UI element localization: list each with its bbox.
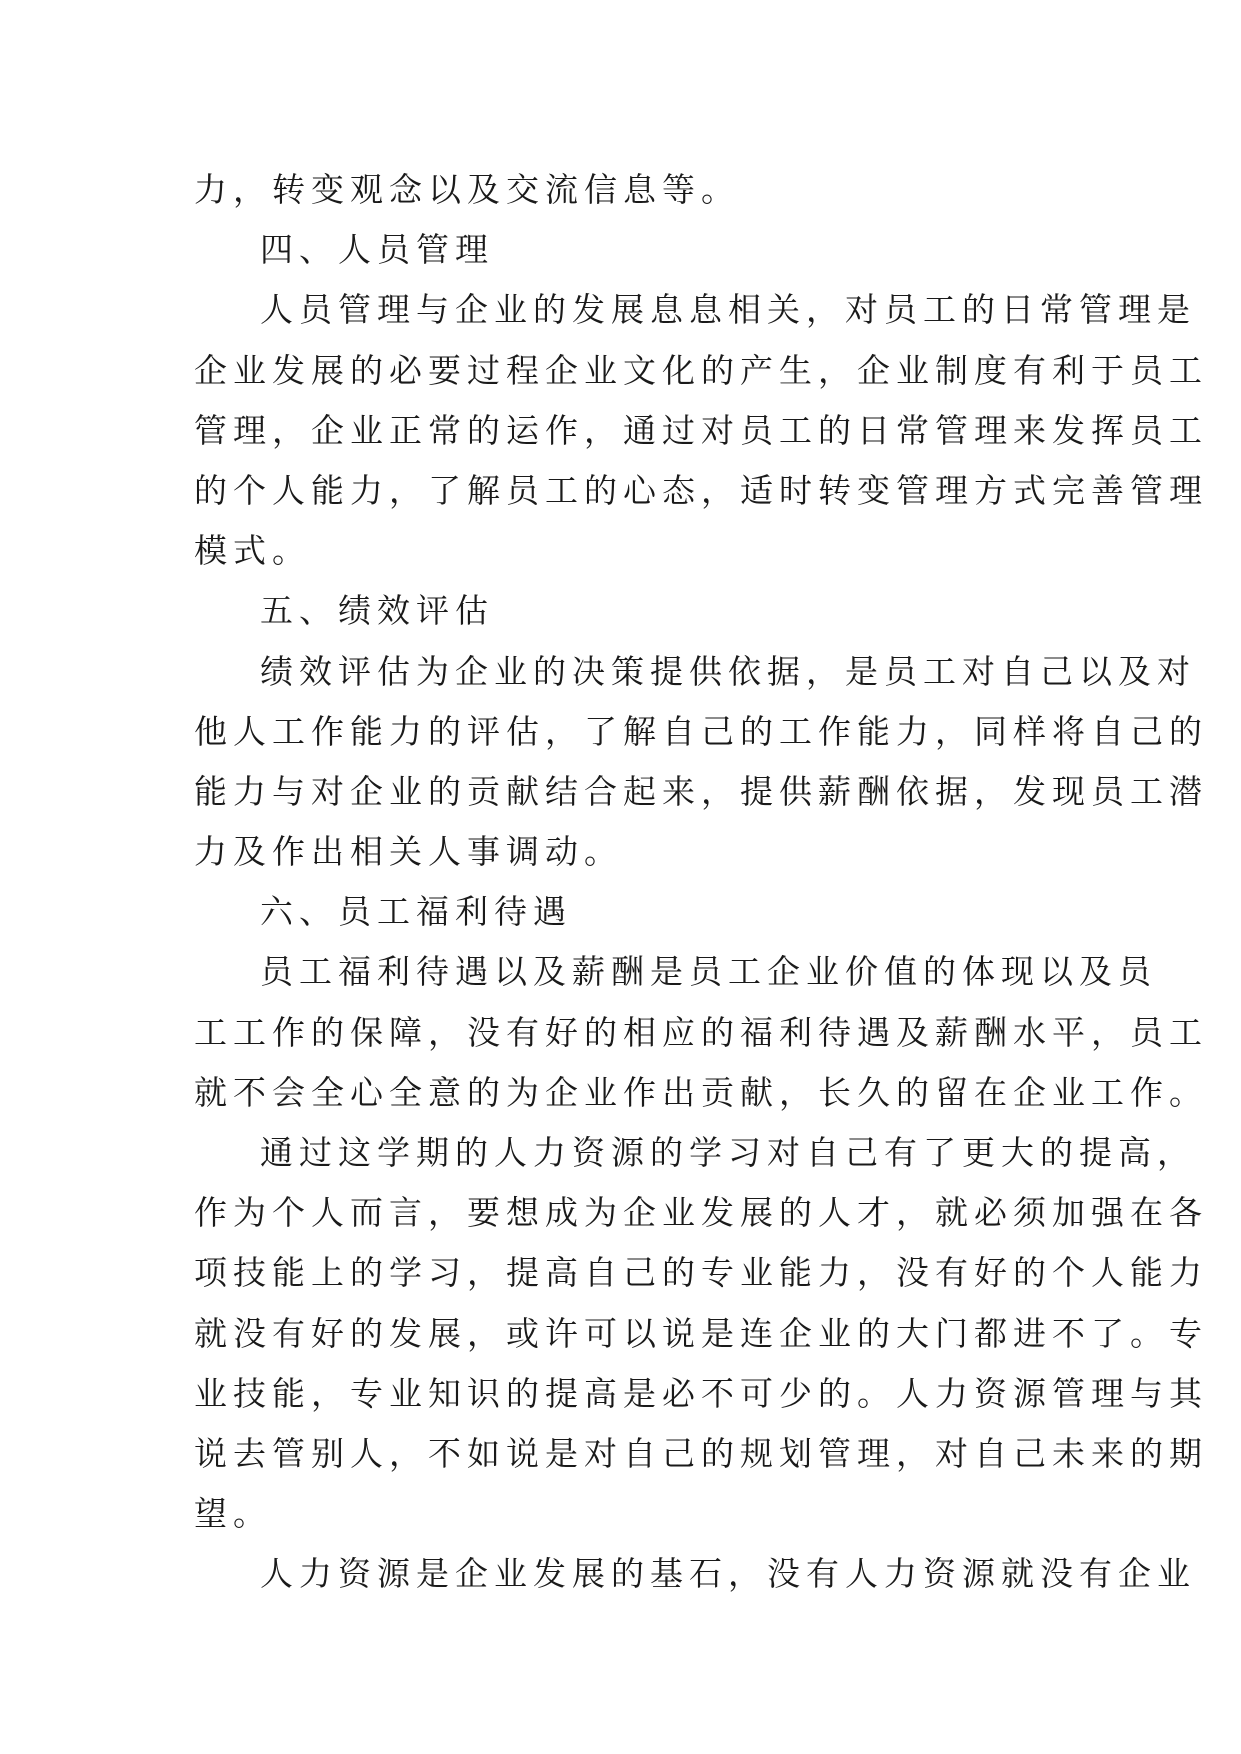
text-line: 项技能上的学习，提高自己的专业能力，没有好的个人能力	[194, 1253, 1208, 1293]
text-line: 六、员工福利待遇	[260, 892, 572, 932]
text-line: 力及作出相关人事调动。	[194, 832, 623, 872]
text-line: 模式。	[194, 531, 311, 571]
text-line: 就没有好的发展，或许可以说是连企业的大门都进不了。专	[194, 1313, 1208, 1353]
body-text	[194, 160, 1208, 1605]
text-line: 通过这学期的人力资源的学习对自己有了更大的提高，	[260, 1133, 1196, 1172]
text-line: 业技能，专业知识的提高是必不可少的。人力资源管理与其	[194, 1373, 1208, 1413]
text-line: 五、绩效评估	[260, 591, 494, 631]
text-line: 作为个人而言，要想成为企业发展的人才，就必须加强在各	[194, 1193, 1208, 1233]
text-line: 力，转变观念以及交流信息等。	[194, 170, 740, 209]
text-line: 能力与对企业的贡献结合起来，提供薪酬依据，发现员工潜	[194, 771, 1208, 811]
text-line: 说去管别人，不如说是对自己的规划管理，对自己未来的期	[194, 1433, 1208, 1473]
text-line: 人力资源是企业发展的基石，没有人力资源就没有企业	[260, 1554, 1196, 1594]
text-line: 员工福利待遇以及薪酬是员工企业价值的体现以及员	[260, 952, 1157, 992]
text-line: 管理，企业正常的运作，通过对员工的日常管理来发挥员工	[194, 410, 1208, 450]
text-line: 他人工作能力的评估，了解自己的工作能力，同样将自己的	[194, 711, 1208, 751]
text-line: 工工作的保障，没有好的相应的福利待遇及薪酬水平，员工	[194, 1012, 1208, 1052]
text-line: 人员管理与企业的发展息息相关，对员工的日常管理是	[260, 290, 1196, 330]
text-line: 企业发展的必要过程企业文化的产生，企业制度有利于员工	[194, 350, 1208, 390]
text-line: 四、人员管理	[260, 230, 494, 270]
text-line: 望。	[194, 1494, 272, 1534]
text-line: 绩效评估为企业的决策提供依据，是员工对自己以及对	[260, 651, 1196, 691]
text-line: 就不会全心全意的为企业作出贡献，长久的留在企业工作。	[194, 1072, 1208, 1112]
text-line: 的个人能力，了解员工的心态，适时转变管理方式完善管理	[194, 470, 1208, 510]
